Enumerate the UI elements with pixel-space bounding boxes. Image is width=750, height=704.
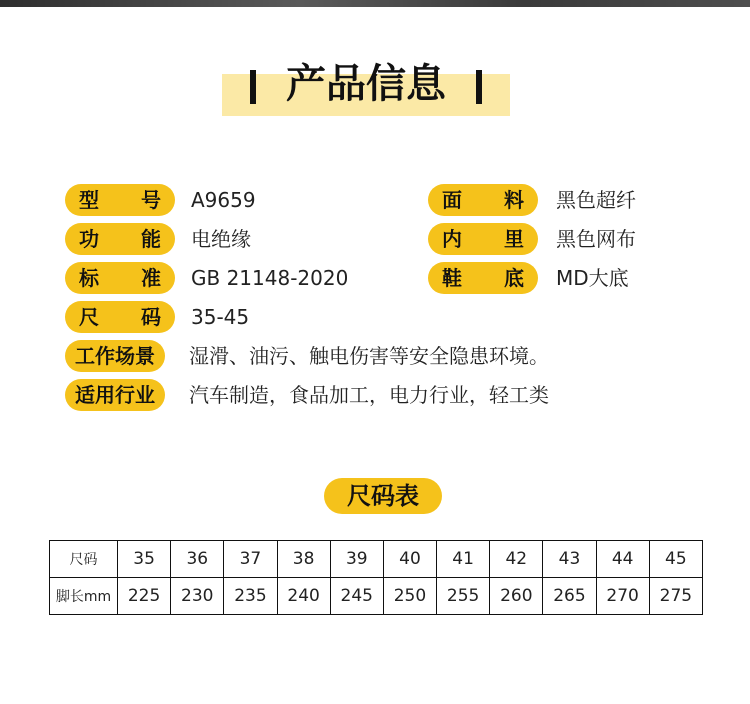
size-cell: 41 [437,541,490,578]
foot-length-cell: 245 [330,578,383,615]
spec-label-char: 型 [79,188,99,212]
spec-label-char: 内 [442,227,462,251]
foot-length-cell: 265 [543,578,596,615]
foot-length-cell: 230 [171,578,224,615]
spec-label-work-scene: 工作场景 [65,340,165,372]
spec-value-standard: GB 21148-2020 [191,266,349,290]
foot-length-cell: 240 [277,578,330,615]
spec-label-sole [428,262,538,294]
foot-length-cell: 250 [383,578,436,615]
size-cell: 35 [118,541,171,578]
spec-value-model: A9659 [191,188,256,212]
size-cell: 44 [596,541,649,578]
spec-label-char: 号 [141,188,161,212]
size-cell: 43 [543,541,596,578]
foot-length-cell: 225 [118,578,171,615]
spec-label-char: 功 [79,227,99,251]
size-cell: 45 [649,541,702,578]
title-right-bar [476,70,482,104]
spec-label-char: 准 [141,266,161,290]
spec-label-standard [65,262,175,294]
spec-value-sole: MD大底 [556,266,629,290]
spec-label-char: 码 [141,305,161,329]
spec-label-size [65,301,175,333]
spec-value-work-scene: 湿滑、油污、触电伤害等安全隐患环境。 [189,344,549,368]
size-cell: 39 [330,541,383,578]
size-row [50,541,703,578]
foot-length-row [50,578,703,615]
size-cell: 37 [224,541,277,578]
size-cell: 42 [490,541,543,578]
size-chart-title: 尺码表 [324,478,442,514]
spec-label-char: 标 [79,266,99,290]
spec-label-model [65,184,175,216]
size-chart-table [49,540,703,615]
spec-label-char: 底 [504,266,524,290]
section-title [222,58,510,116]
spec-label-char: 里 [504,227,524,251]
spec-label-char: 能 [141,227,161,251]
page-title: 产品信息 [286,61,446,107]
spec-label-char: 面 [442,188,462,212]
foot-length-cell: 255 [437,578,490,615]
spec-value-industry: 汽车制造，食品加工，电力行业，轻工类 [189,383,549,407]
top-photo-strip [0,0,750,7]
spec-label-upper-material [428,184,538,216]
foot-length-cell: 275 [649,578,702,615]
spec-label-char: 鞋 [442,266,462,290]
spec-label-function [65,223,175,255]
size-cell: 36 [171,541,224,578]
spec-label-lining [428,223,538,255]
spec-label-industry: 适用行业 [65,379,165,411]
size-row-label: 尺码 [50,541,118,578]
foot-length-cell: 260 [490,578,543,615]
size-cell: 40 [383,541,436,578]
spec-value-lining: 黑色网布 [556,227,636,251]
size-cell: 38 [277,541,330,578]
spec-label-char: 尺 [79,305,99,329]
foot-length-cell: 235 [224,578,277,615]
spec-value-upper-material: 黑色超纤 [556,188,636,212]
foot-length-row-label: 脚长mm [50,578,118,615]
spec-label-char: 料 [504,188,524,212]
foot-length-cell: 270 [596,578,649,615]
spec-value-size: 35-45 [191,305,250,329]
spec-value-function: 电绝缘 [191,227,251,251]
